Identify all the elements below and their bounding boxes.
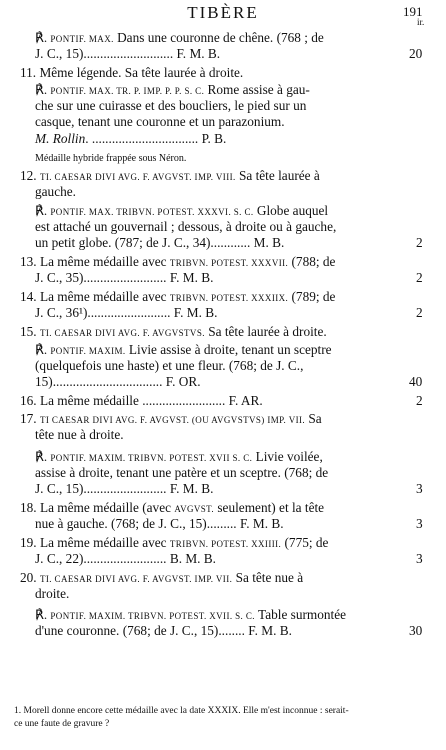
rarity-value: 2	[416, 393, 423, 408]
line-segment: (775; de	[281, 535, 329, 550]
line-segment: che sur une cuirasse et des boucliers, le pied sur un	[35, 98, 307, 113]
line-text	[35, 358, 303, 374]
line-segment: 20.	[20, 570, 40, 585]
line-segment: (788; de	[288, 254, 336, 269]
line-text	[35, 551, 216, 567]
line-text	[20, 324, 327, 341]
line-text	[35, 235, 284, 251]
reverse-mark: ℟.	[35, 82, 51, 97]
page-number: 191	[403, 4, 423, 19]
line-text	[35, 149, 186, 167]
reverse-mark: ℟.	[35, 203, 51, 218]
line-text	[35, 82, 310, 99]
line-text	[35, 131, 226, 147]
line-segment: J. C., 15)........................... F. M. B.	[35, 46, 221, 61]
rarity-value: 3	[416, 551, 423, 566]
line-segment: 15.	[20, 324, 40, 339]
line-text	[20, 411, 322, 428]
line-segment: J. C., 22)......................... B. M. B.	[35, 551, 217, 566]
line-segment: droite.	[35, 586, 70, 601]
reverse-mark: ℟.	[35, 607, 51, 622]
line-text	[35, 30, 324, 47]
line-text	[35, 607, 346, 624]
line-segment: . ................................ P. B.	[85, 131, 227, 146]
line-text	[35, 586, 69, 602]
line-segment: Sa	[305, 411, 322, 426]
line-segment: J. C., 36¹)......................... F. M. B.	[35, 305, 218, 320]
line-segment: 18. La même médaille (avec	[20, 500, 175, 515]
legend-smallcaps: TI CAESAR DIVI AVG. F. AVGVST. (OU AVGVSTVS) IMP. VII.	[39, 415, 306, 425]
line-text	[20, 393, 263, 409]
rarity-value: 2	[416, 270, 423, 285]
line-segment: 13. La même médaille avec	[20, 254, 170, 269]
line-text	[20, 570, 303, 587]
line-text	[35, 203, 328, 220]
line-segment: seulement) et la tête	[214, 500, 325, 515]
line-segment: Livie voilée,	[252, 449, 323, 464]
rarity-value: 2	[416, 305, 423, 320]
footnote-line-2: ce une faute de gravure ?	[14, 719, 110, 729]
legend-smallcaps: PONTIF. MAXIM.	[50, 346, 126, 356]
legend-smallcaps: TRIBVN. POTEST. XXXIIX.	[169, 293, 289, 303]
line-segment: 12.	[20, 168, 40, 183]
line-segment: d'une couronne. (768; de J. C., 15)........ F. M. B.	[35, 623, 292, 638]
line-segment: 16. La même médaille ......................... F. AR.	[20, 393, 263, 408]
line-text	[20, 168, 320, 185]
line-text	[35, 516, 284, 532]
legend-smallcaps: TRIBVN. POTEST. XXXVII.	[169, 258, 289, 268]
line-segment: 14. La même médaille avec	[20, 289, 170, 304]
line-text	[35, 481, 213, 497]
line-text	[35, 184, 76, 200]
line-segment: Dans une couronne de chêne. (768 ; de	[113, 30, 324, 45]
line-segment: assise à droite, tenant une patère et un sceptre. (768; de	[35, 465, 329, 480]
legend-smallcaps: AVGVST.	[174, 504, 215, 514]
legend-smallcaps: TI. CAESAR DIVI AVG. F. AVGVST. IMP. VIII.	[39, 172, 236, 182]
line-text	[20, 535, 328, 552]
line-text	[20, 500, 324, 517]
legend-smallcaps: PONTIF. MAXIM. TRIBVN. POTEST. XVII S. C.	[50, 453, 253, 463]
line-segment: Livie assise à droite, tenant un sceptre	[125, 342, 332, 357]
legend-smallcaps: PONTIF. MAXIM. TRIBVN. POTEST. XVII. S. C.	[50, 611, 255, 621]
rarity-value: 2	[416, 235, 423, 250]
line-text	[20, 289, 335, 306]
line-segment: 11. Même légende. Sa tête laurée à droite.	[20, 65, 244, 80]
legend-smallcaps: TI. CAESAR DIVI AVG. F. AVGVSTVS.	[39, 328, 205, 338]
line-segment: (quelquefois une haste) et une fleur. (768; de J. C.,	[35, 358, 304, 373]
page-mark: ir.	[417, 17, 425, 27]
line-segment: Médaille hybride frappée sous Néron.	[35, 153, 187, 164]
legend-smallcaps: PONTIF. MAX.	[50, 34, 114, 44]
line-segment: tête nue à droite.	[35, 427, 124, 442]
line-text	[35, 623, 292, 639]
line-text	[35, 465, 328, 481]
line-segment: 15)................................. F. OR.	[35, 374, 201, 389]
line-text	[35, 305, 217, 321]
reverse-mark: ℟.	[35, 30, 51, 45]
line-text	[35, 449, 323, 466]
line-segment: un petit globe. (787; de J. C., 34)............ M. B.	[35, 235, 285, 250]
line-text	[35, 46, 220, 62]
rarity-value: 20	[409, 46, 423, 61]
line-segment: J. C., 15)......................... F. M. B.	[35, 481, 214, 496]
line-text	[35, 114, 285, 130]
line-segment: Rome assise à gau-	[204, 82, 310, 97]
line-segment: Sa tête nue à	[232, 570, 304, 585]
rarity-value: 30	[409, 623, 423, 638]
reverse-mark: ℟.	[35, 449, 51, 464]
line-segment: J. C., 35)......................... F. M. B.	[35, 270, 214, 285]
line-segment: nue à gauche. (768; de J. C., 15)......... F. M. B.	[35, 516, 284, 531]
line-segment: 19. La même médaille avec	[20, 535, 170, 550]
page-title: TIBÈRE	[187, 3, 259, 22]
line-segment: Globe auquel	[253, 203, 329, 218]
line-segment: (789; de	[288, 289, 336, 304]
reverse-mark: ℟.	[35, 342, 51, 357]
rarity-value: 3	[416, 516, 423, 531]
line-segment: Sa tête laurée à droite.	[204, 324, 327, 339]
line-segment: est attaché un gouvernail ; dessous, à droite ou à gauche,	[35, 219, 337, 234]
line-text	[35, 270, 213, 286]
line-segment: 17.	[20, 411, 40, 426]
line-segment: M. Rollin	[35, 131, 86, 146]
line-segment: Table surmontée	[254, 607, 347, 622]
legend-smallcaps: PONTIF. MAX. TR. P. IMP. P. P. S. C.	[50, 86, 205, 96]
line-text	[20, 65, 243, 81]
legend-smallcaps: TI. CAESAR DIVI AVG. F. AVGVST. IMP. VII.	[39, 574, 233, 584]
legend-smallcaps: PONTIF. MAX. TRIBVN. POTEST. XXXVI. S. C.	[50, 207, 254, 217]
line-text	[20, 254, 335, 271]
line-segment: Sa tête laurée à	[235, 168, 320, 183]
line-segment: gauche.	[35, 184, 76, 199]
line-text	[35, 98, 306, 114]
rarity-value: 3	[416, 481, 423, 496]
line-text	[35, 342, 332, 359]
line-text	[35, 219, 336, 235]
line-text	[35, 374, 201, 390]
legend-smallcaps: TRIBVN. POTEST. XXIIII.	[169, 539, 282, 549]
line-segment: casque, tenant une couronne et un parazonium.	[35, 114, 285, 129]
line-text	[35, 427, 124, 443]
rarity-value: 40	[409, 374, 423, 389]
footnote-line-1: 1. Morell donne encore cette médaille avec la date XXXIX. Elle m'est inconnue : serait-	[14, 706, 349, 716]
